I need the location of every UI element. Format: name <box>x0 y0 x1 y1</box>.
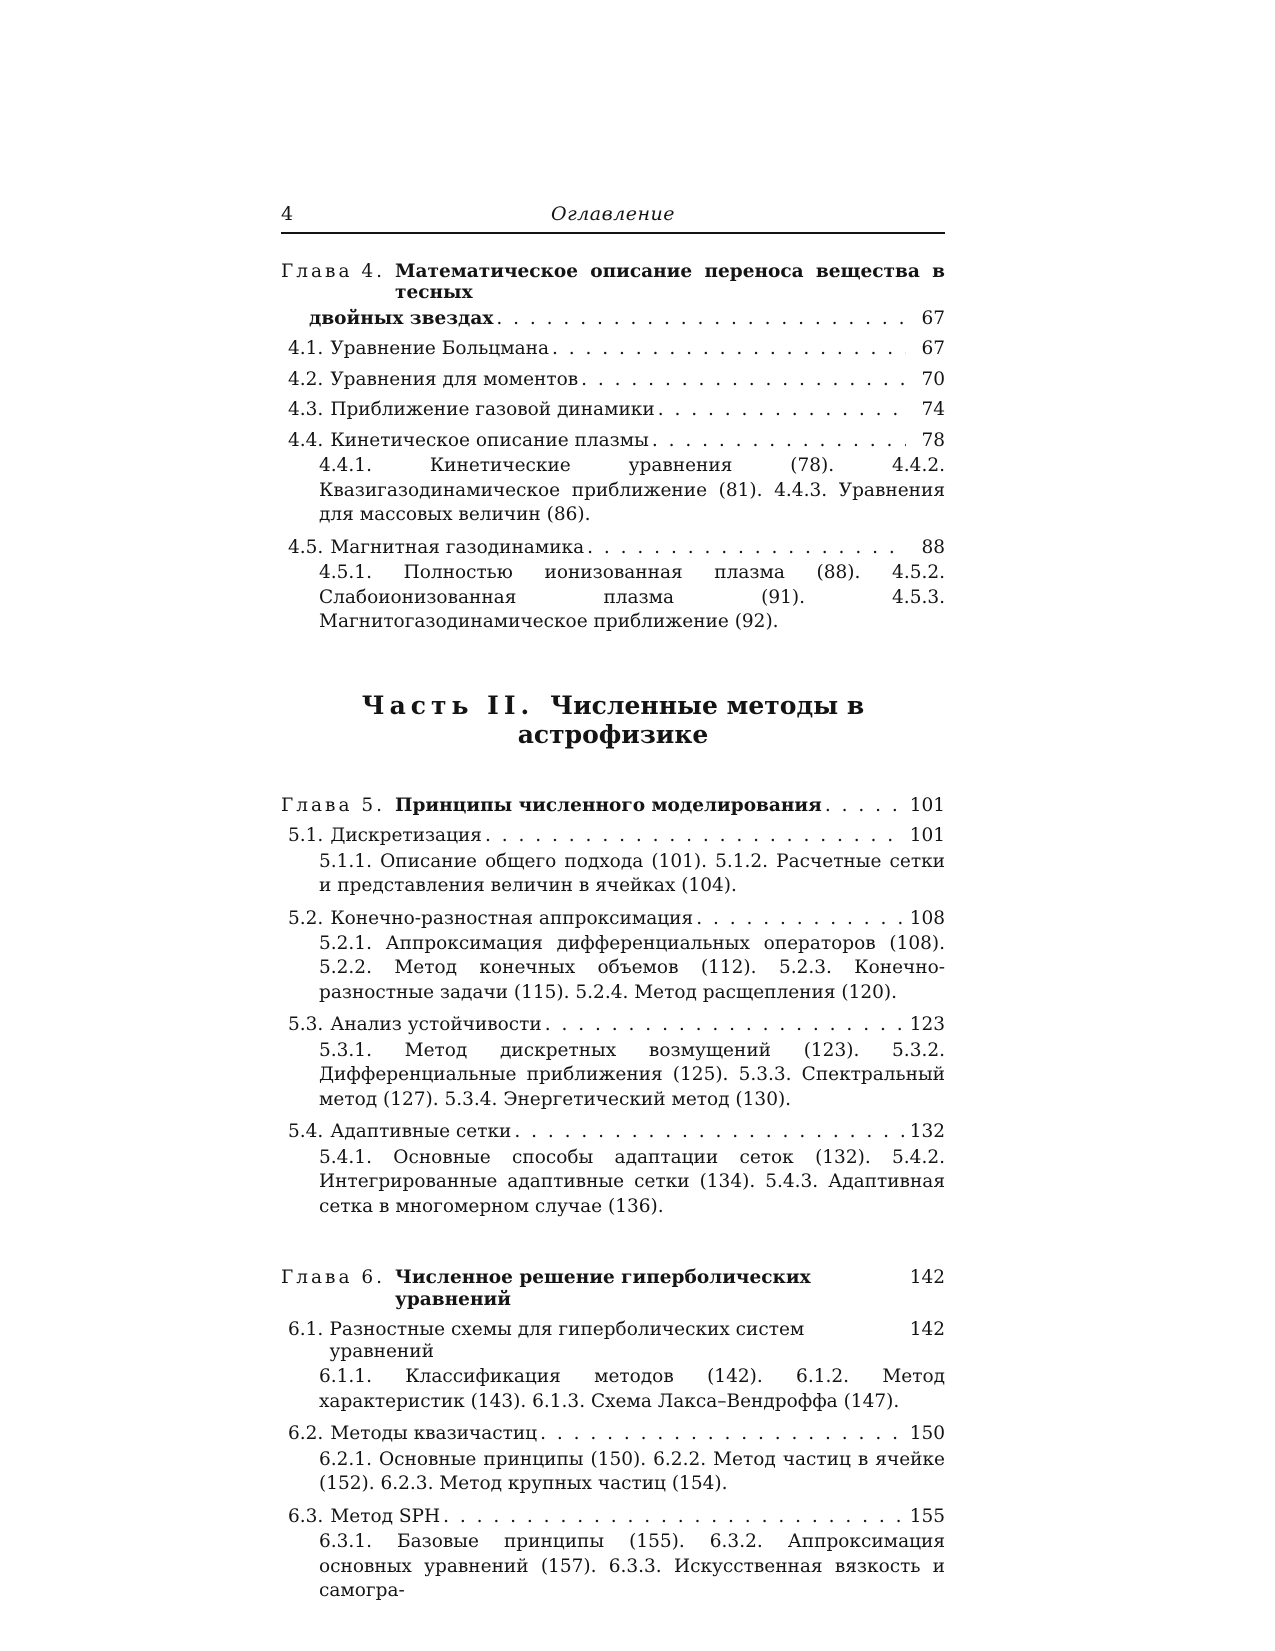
entry-number: 5.3. <box>288 1014 324 1036</box>
entry-title: Метод SPH <box>330 1505 441 1527</box>
toc-entry-section <box>281 825 945 898</box>
entry-number: 6.1. <box>288 1319 324 1341</box>
entry-title: Принципы численного моделирования <box>395 794 822 816</box>
toc-entry-section <box>281 369 945 390</box>
entry-page: 78 <box>921 429 945 451</box>
entry-title: Уравнения для моментов <box>330 368 579 390</box>
entry-line <box>281 908 945 929</box>
entry-number: 4.3. <box>288 399 324 421</box>
toc-entry-section <box>281 1423 945 1496</box>
entry-number: 4.5. <box>288 536 324 558</box>
toc-entry-section <box>281 1319 945 1414</box>
entry-title: Дискретизация <box>330 825 482 847</box>
entry-number: Глава 6. <box>281 1267 386 1289</box>
entry-title: Кинетическое описание плазмы <box>330 429 649 451</box>
toc-entry-section <box>281 537 945 635</box>
entry-number: Глава 5. <box>281 794 386 816</box>
entry-line <box>281 1423 945 1444</box>
dot-leader <box>545 1014 904 1035</box>
dot-leader <box>514 1121 903 1142</box>
dot-leader <box>658 399 906 420</box>
entry-page: 101 <box>909 825 945 847</box>
toc-entry-section <box>281 399 945 420</box>
entry-title: Адаптивные сетки <box>330 1121 512 1143</box>
entry-page: 155 <box>909 1505 945 1527</box>
toc-entry-section <box>281 1506 945 1604</box>
entry-line <box>281 537 945 558</box>
subsection-text: 4.4.1. Кинетические уравнения (78). 4.4.2. Квазигазодинамическое приближение (81). 4.4.3. Уравнения для массовых величин (86). <box>319 455 945 526</box>
toc-entry-section <box>281 1014 945 1112</box>
entry-title-continued: двойных звездах <box>309 307 494 329</box>
entry-line <box>281 338 945 359</box>
running-title: Оглавление <box>551 203 676 225</box>
toc-page <box>281 203 945 1606</box>
entry-page: 67 <box>921 338 945 360</box>
dot-leader <box>496 308 906 329</box>
entry-page: 108 <box>909 907 945 929</box>
entry-line <box>281 1319 945 1362</box>
entry-page: 70 <box>921 368 945 390</box>
toc-entry-chapter <box>281 795 945 816</box>
page-number: 4 <box>281 203 294 225</box>
chapter-title-continuation <box>281 308 945 329</box>
chapter-title-line <box>281 261 945 304</box>
dot-leader <box>552 338 906 359</box>
dot-leader <box>696 908 904 929</box>
dot-leader <box>540 1423 904 1444</box>
toc-entry-section <box>281 430 945 528</box>
subsection-text: 6.2.1. Основные принципы (150). 6.2.2. Метод частиц в ячейке (152). 6.2.3. Метод крупных частиц (154). <box>319 1448 945 1495</box>
subsection-text: 5.4.1. Основные способы адаптации сеток (132). 5.4.2. Интегрированные адаптивные сетки (134). 5.4.3. Адаптивная сетка в многомерном случае (136). <box>319 1146 945 1217</box>
subsection-text: 4.5.1. Полностью ионизованная плазма (88). 4.5.2. Слабоионизованная плазма (91). 4.5.3. Магнитогазодинамическое приближение (92). <box>319 562 945 633</box>
entry-title: Приближение газовой динамики <box>330 399 655 421</box>
entry-page: 74 <box>921 399 945 421</box>
dot-leader <box>581 369 906 390</box>
entry-title: Математическое описание переноса вещества в тесных <box>395 261 945 304</box>
dot-leader <box>587 537 906 558</box>
entry-page: 150 <box>909 1423 945 1445</box>
entry-line <box>281 1267 945 1310</box>
subsection-text: 5.2.1. Аппроксимация дифференциальных операторов (108). 5.2.2. Метод конечных объемов (112). 5.2.3. Конечно-разностные задачи (115). 5.2.4. Метод расщепления (120). <box>319 932 945 1003</box>
entry-title: Разностные схемы для гиперболических систем уравнений <box>329 1319 805 1362</box>
toc-entry-section <box>281 1121 945 1219</box>
entry-page: 67 <box>921 307 945 329</box>
entry-number: 5.2. <box>288 907 324 929</box>
entry-title: Численное решение гиперболических уравнений <box>395 1267 811 1310</box>
dot-leader <box>652 430 906 451</box>
dot-leader <box>443 1506 904 1527</box>
entry-line <box>281 825 945 846</box>
entry-line <box>281 430 945 451</box>
entry-number: 6.2. <box>288 1423 324 1445</box>
entry-title: Магнитная газодинамика <box>330 536 585 558</box>
entry-page: 132 <box>909 1121 945 1143</box>
entry-page: 142 <box>909 1319 945 1341</box>
part-heading <box>281 691 945 749</box>
part-title: Численные методы в астрофизике <box>517 690 865 749</box>
entry-line <box>281 1014 945 1035</box>
entry-title: Методы квазичастиц <box>330 1423 538 1445</box>
entry-title: Уравнение Больцмана <box>330 338 549 360</box>
toc-entry-chapter <box>281 261 945 329</box>
entry-line <box>281 1121 945 1142</box>
entry-line <box>281 399 945 420</box>
entry-number: 4.1. <box>288 338 324 360</box>
entry-number: Глава 4. <box>281 261 386 282</box>
entry-number: 5.4. <box>288 1121 324 1143</box>
dot-leader <box>485 825 904 846</box>
part-label: Часть II. <box>361 690 535 720</box>
entry-number: 5.1. <box>288 825 324 847</box>
entry-page: 101 <box>909 794 945 816</box>
entry-title: Конечно-разностная аппроксимация <box>330 907 694 929</box>
dot-leader <box>825 795 904 816</box>
entry-number: 4.2. <box>288 368 324 390</box>
entry-line <box>281 795 945 816</box>
subsection-text: 5.1.1. Описание общего подхода (101). 5.1.2. Расчетные сетки и представления величин в ячейках (104). <box>319 850 945 897</box>
subsection-text: 6.1.1. Классификация методов (142). 6.1.2. Метод характеристик (143). 6.1.3. Схема Лакса–Вендроффа (147). <box>319 1366 945 1412</box>
entry-line <box>281 369 945 390</box>
entry-page: 142 <box>909 1267 945 1289</box>
running-head <box>281 203 945 234</box>
toc-entry-chapter <box>281 1267 945 1310</box>
entry-page: 123 <box>909 1014 945 1036</box>
entry-number: 6.3. <box>288 1505 324 1527</box>
entry-line <box>281 1506 945 1527</box>
subsection-text: 6.3.1. Базовые принципы (155). 6.3.2. Аппроксимация основных уравнений (157). 6.3.3. Искусственная вязкость и самогра- <box>319 1531 945 1602</box>
entry-number: 4.4. <box>288 429 324 451</box>
toc-entries <box>281 261 945 1604</box>
toc-entry-section <box>281 908 945 1006</box>
entry-title: Анализ устойчивости <box>330 1014 542 1036</box>
subsection-text: 5.3.1. Метод дискретных возмущений (123). 5.3.2. Дифференциальные приближения (125). 5.3.3. Спектральный метод (127). 5.3.4. Энергетический метод (130). <box>319 1039 945 1110</box>
entry-page: 88 <box>921 536 945 558</box>
toc-entry-section <box>281 338 945 359</box>
